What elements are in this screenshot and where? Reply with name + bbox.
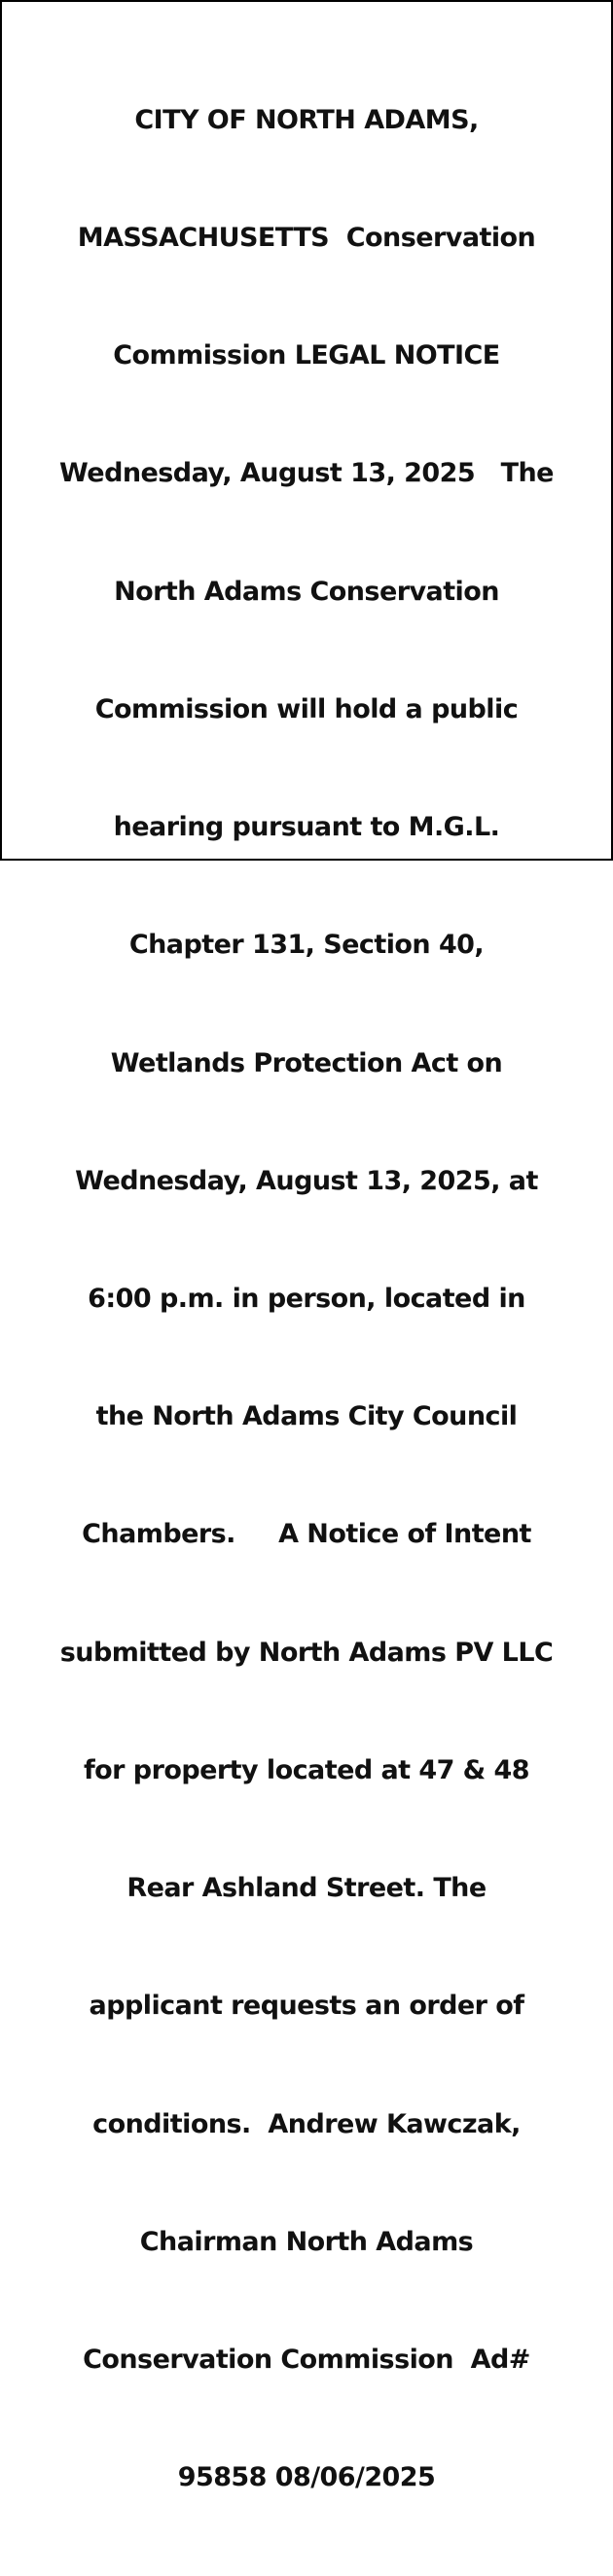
notice-line: Conservation Commission Ad# bbox=[83, 2344, 530, 2375]
notice-line: 95858 08/06/2025 bbox=[177, 2462, 436, 2493]
notice-line: conditions. Andrew Kawczak, bbox=[92, 2108, 521, 2139]
notice-line: Wednesday, August 13, 2025 The bbox=[59, 458, 554, 489]
notice-line: submitted by North Adams PV LLC bbox=[59, 1637, 554, 1668]
notice-line: Chairman North Adams bbox=[139, 2226, 474, 2257]
notice-line: Chapter 131, Section 40, bbox=[128, 930, 485, 961]
notice-line: Wednesday, August 13, 2025, at bbox=[75, 1165, 538, 1196]
notice-line: Commission will hold a public bbox=[94, 693, 519, 724]
notice-line: MASSACHUSETTS Conservation bbox=[77, 223, 536, 254]
notice-line: the North Adams City Council bbox=[95, 1401, 518, 1432]
notice-line: Wetlands Protection Act on bbox=[110, 1047, 503, 1078]
notice-line: Chambers. A Notice of Intent bbox=[82, 1519, 531, 1550]
notice-line: Commission LEGAL NOTICE bbox=[113, 340, 500, 371]
notice-line: Rear Ashland Street. The bbox=[126, 1873, 487, 1904]
notice-line: hearing pursuant to M.G.L. bbox=[113, 812, 500, 843]
notice-line: applicant requests an order of bbox=[89, 1991, 524, 2022]
notice-line: 6:00 p.m. in person, located in bbox=[88, 1284, 525, 1314]
notice-line: CITY OF NORTH ADAMS, bbox=[134, 104, 479, 135]
notice-line: North Adams Conservation bbox=[114, 576, 499, 607]
notice-body bbox=[19, 22, 594, 2576]
notice-line: for property located at 47 & 48 bbox=[83, 1754, 529, 1785]
